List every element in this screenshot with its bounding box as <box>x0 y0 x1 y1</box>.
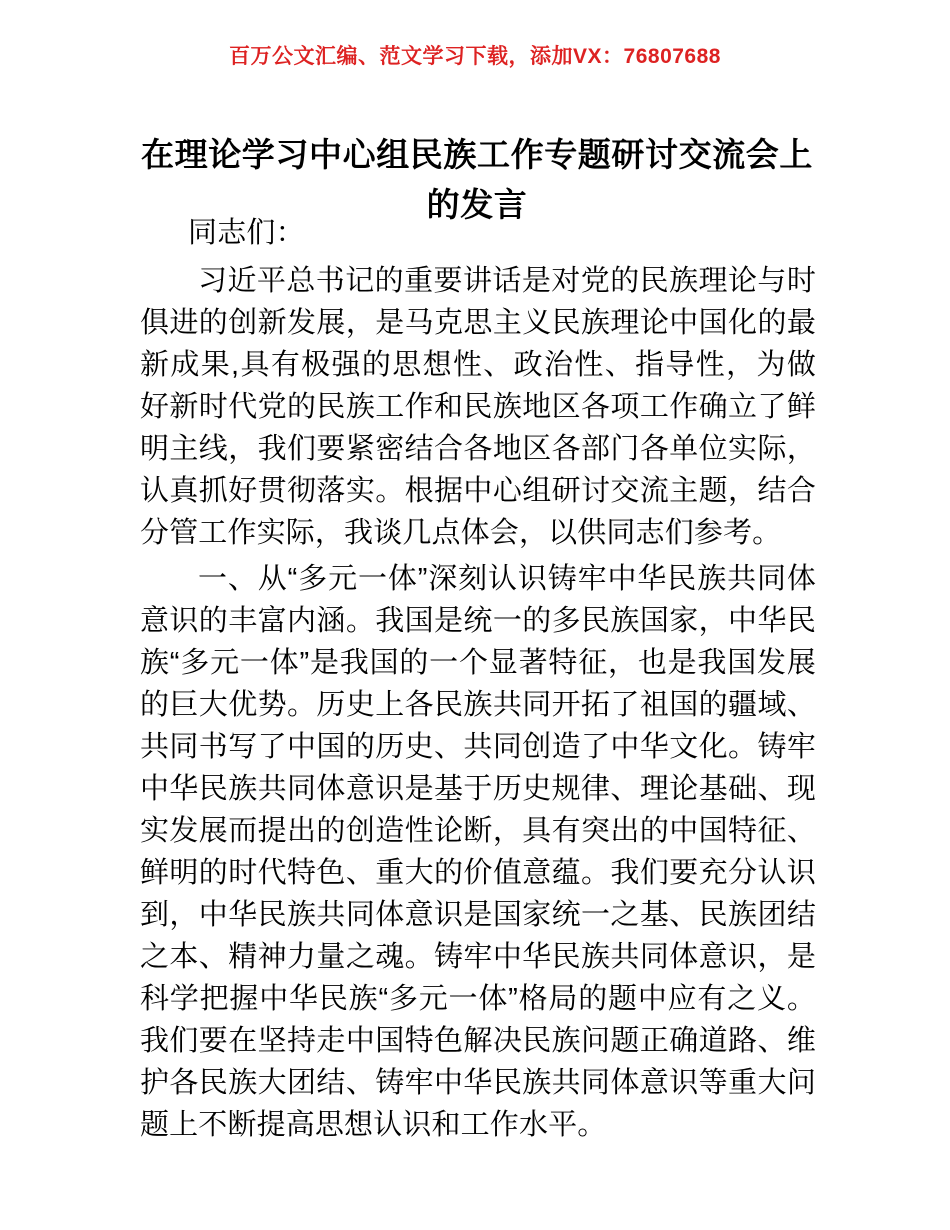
document-title: 在理论学习中心组民族工作专题研讨交流会上的发言 <box>141 136 813 224</box>
document-body <box>140 212 816 1146</box>
salutation: 同志们： <box>188 217 305 249</box>
promo-header <box>0 44 950 69</box>
promo-header-text: 百万公文汇编、范文学习下载，添加VX：76807688 <box>229 45 721 68</box>
body-paragraph: 习近平总书记的重要讲话是对党的民族理论与时俱进的创新发展，是马克思主义民族理论中国化的最新成果,具有极强的思想性、政治性、指导性，为做好新时代党的民族工作和民族地区各项工作确立了鲜明主线，我们要紧密结合各地区各部门各单位实际，认真抓好贯彻落实。根据中心组研讨交流主题，结合分管工作实际，我谈几点体会，以供同志们参考。 <box>140 265 816 549</box>
body-paragraph: 一、从“多元一体”深刻认识铸牢中华民族共同体意识的丰富内涵。我国是统一的多民族国家，中华民族“多元一体”是我国的一个显著特征，也是我国发展的巨大优势。历史上各民族共同开拓了祖国的疆域、共同书写了中国的历史、共同创造了中华文化。铸牢中华民族共同体意识是基于历史规律、理论基础、现实发展而提出的创造性论断，具有突出的中国特征、鲜明的时代特色、重大的价值意蕴。我们要充分认识到，中华民族共同体意识是国家统一之基、民族团结之本、精神力量之魂。铸牢中华民族共同体意识，是科学把握中华民族“多元一体”格局的题中应有之义。我们要在坚持走中国特色解决民族问题正确道路、维护各民族大团结、铸牢中华民族共同体意识等重大问题上不断提高思想认识和工作水平。 <box>140 563 816 1141</box>
